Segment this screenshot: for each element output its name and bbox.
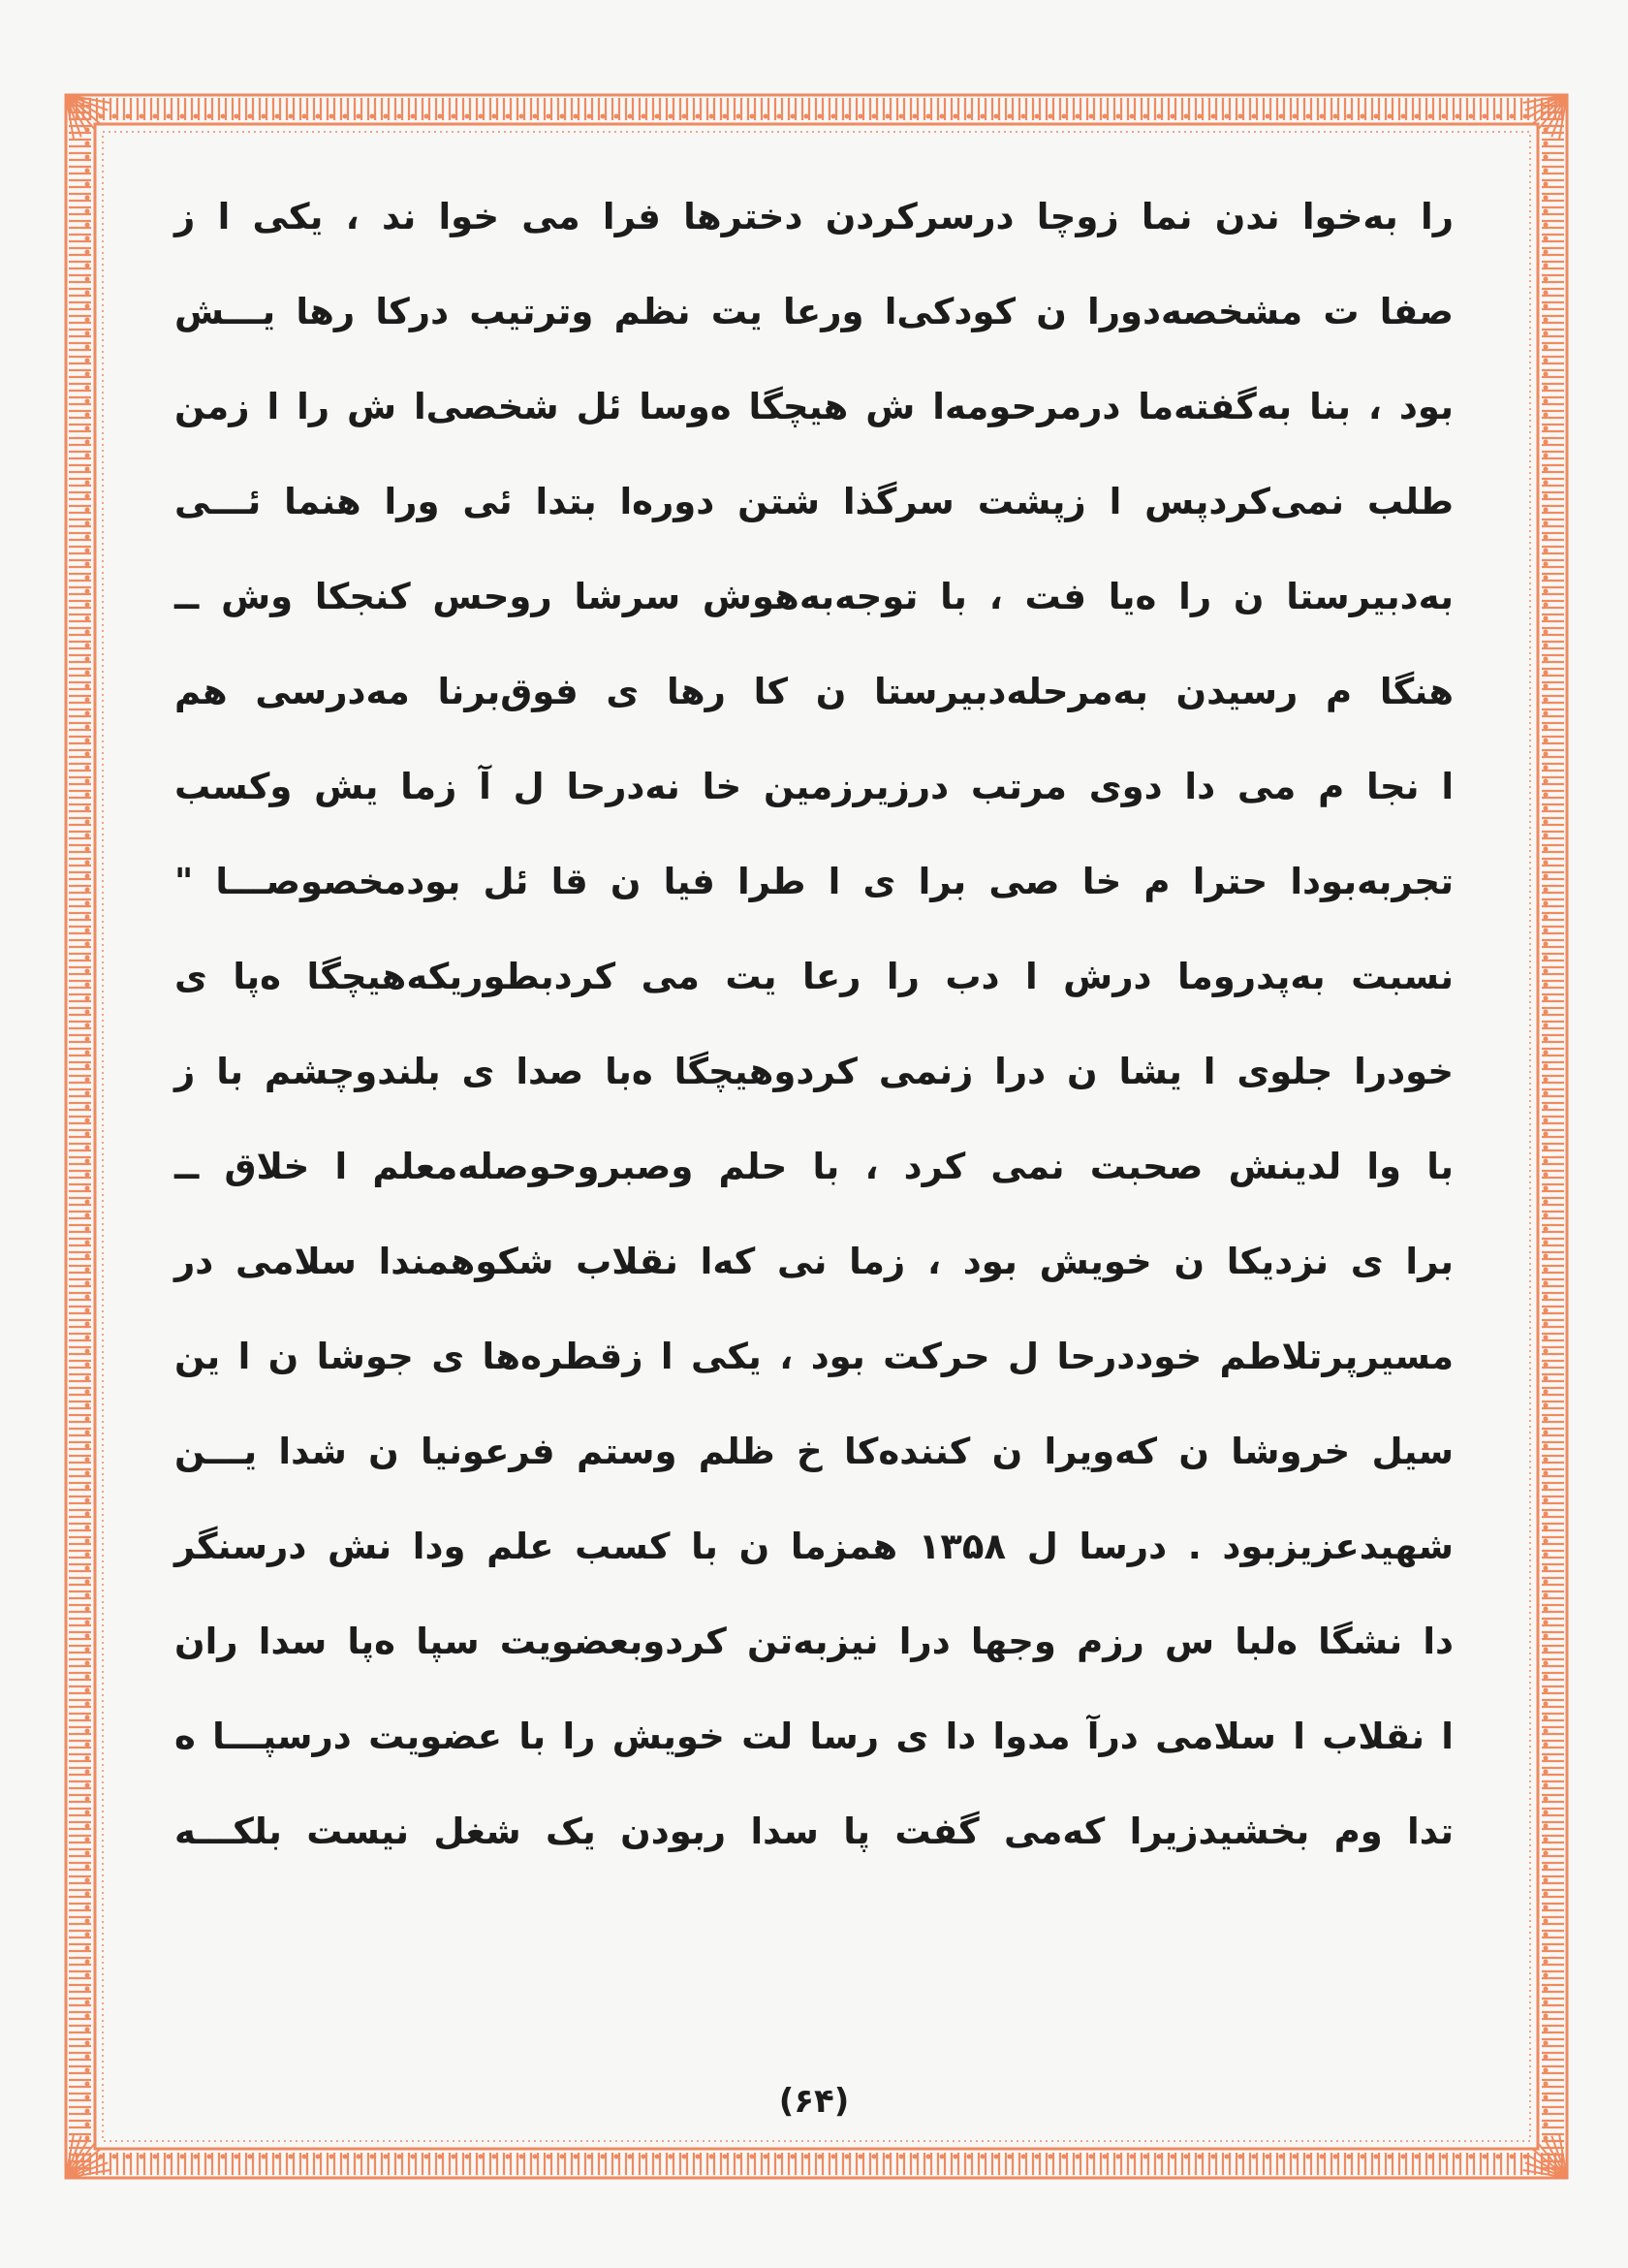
page-number: (۶۴) bbox=[778, 2082, 850, 2121]
text-line-2: صفا ت مشخصه‌دورا ن کودکی‌ا ورعا یت نظم وترتیب درکا رها یـــش bbox=[174, 291, 1454, 332]
text-line-16: دا نشگا ه‌لبا س رزم وجها درا نیزبه‌تن کردوبعضویت سپا ه‌پا سدا ران bbox=[174, 1621, 1454, 1662]
text-line-18: تدا وم بخشیدزیرا که‌می گفت پا سدا ربودن یک شغل نیست بلکـــه bbox=[174, 1811, 1454, 1852]
text-line-5: به‌دبیرستا ن را ه‌یا فت ، با توجه‌به‌هوش سرشا روحس کنجکا وش ــ bbox=[174, 576, 1454, 617]
text-line-15: شهیدعزیزبود . درسا ل ۱۳۵۸ همزما ن با کسب علم ودا نش درسنگر bbox=[174, 1526, 1454, 1567]
text-line-11: با وا لدینش صحبت نمی کرد ، با حلم وصبروحوصله‌معلم ا خلاق ــ bbox=[174, 1146, 1454, 1187]
text-line-9: نسبت به‌پدروما درش ا دب را رعا یت می کردبطوریکه‌هیچگا ه‌پا ی bbox=[174, 956, 1454, 997]
text-line-17: ا نقلاب ا سلامی درآ مدوا دا ی رسا لت خویش را با عضویت درسپـــا ه bbox=[174, 1716, 1454, 1757]
text-line-10: خودرا جلوی ا یشا ن درا زنمی کردوهیچگا ه‌با صدا ی بلندوچشم با ز bbox=[174, 1051, 1454, 1092]
text-line-8: تجربه‌بودا حترا م خا صی برا ی ا طرا فیا ن قا ئل بودمخصوصـــا " bbox=[174, 861, 1454, 902]
text-line-6: هنگا م رسیدن به‌مرحله‌دبیرستا ن کا رها ی فوق‌برنا مه‌درسی هم bbox=[174, 671, 1454, 712]
text-line-12: برا ی نزدیکا ن خویش بود ، زما نی که‌ا نقلاب شکوهمندا سلامی در bbox=[174, 1241, 1454, 1282]
text-line-14: سیل خروشا ن که‌ویرا ن کننده‌کا خ ظلم وستم فرعونیا ن شدا یـــن bbox=[174, 1431, 1454, 1472]
text-line-4: طلب نمی‌کردپس ا زپشت سرگذا شتن دوره‌ا بتدا ئی ورا هنما ئـــی bbox=[174, 481, 1454, 522]
text-line-1: را به‌خوا ندن نما زوچا درسرکردن دخترها فرا می خوا ند ، یکی ا ز bbox=[174, 196, 1454, 237]
text-line-13: مسیرپرتلاطم خوددرحا ل حرکت بود ، یکی ا زقطره‌ها ی جوشا ن ا ین bbox=[174, 1336, 1454, 1377]
text-line-7: ا نجا م می دا دوی مرتب درزیرزمین خا نه‌درحا ل آ زما یش وکسب bbox=[174, 766, 1454, 807]
body-text bbox=[174, 170, 1454, 1879]
text-line-3: بود ، بنا به‌گفته‌ما درمرحومه‌ا ش هیچگا ه‌وسا ئل شخصی‌ا ش را ا زمن bbox=[174, 386, 1454, 427]
